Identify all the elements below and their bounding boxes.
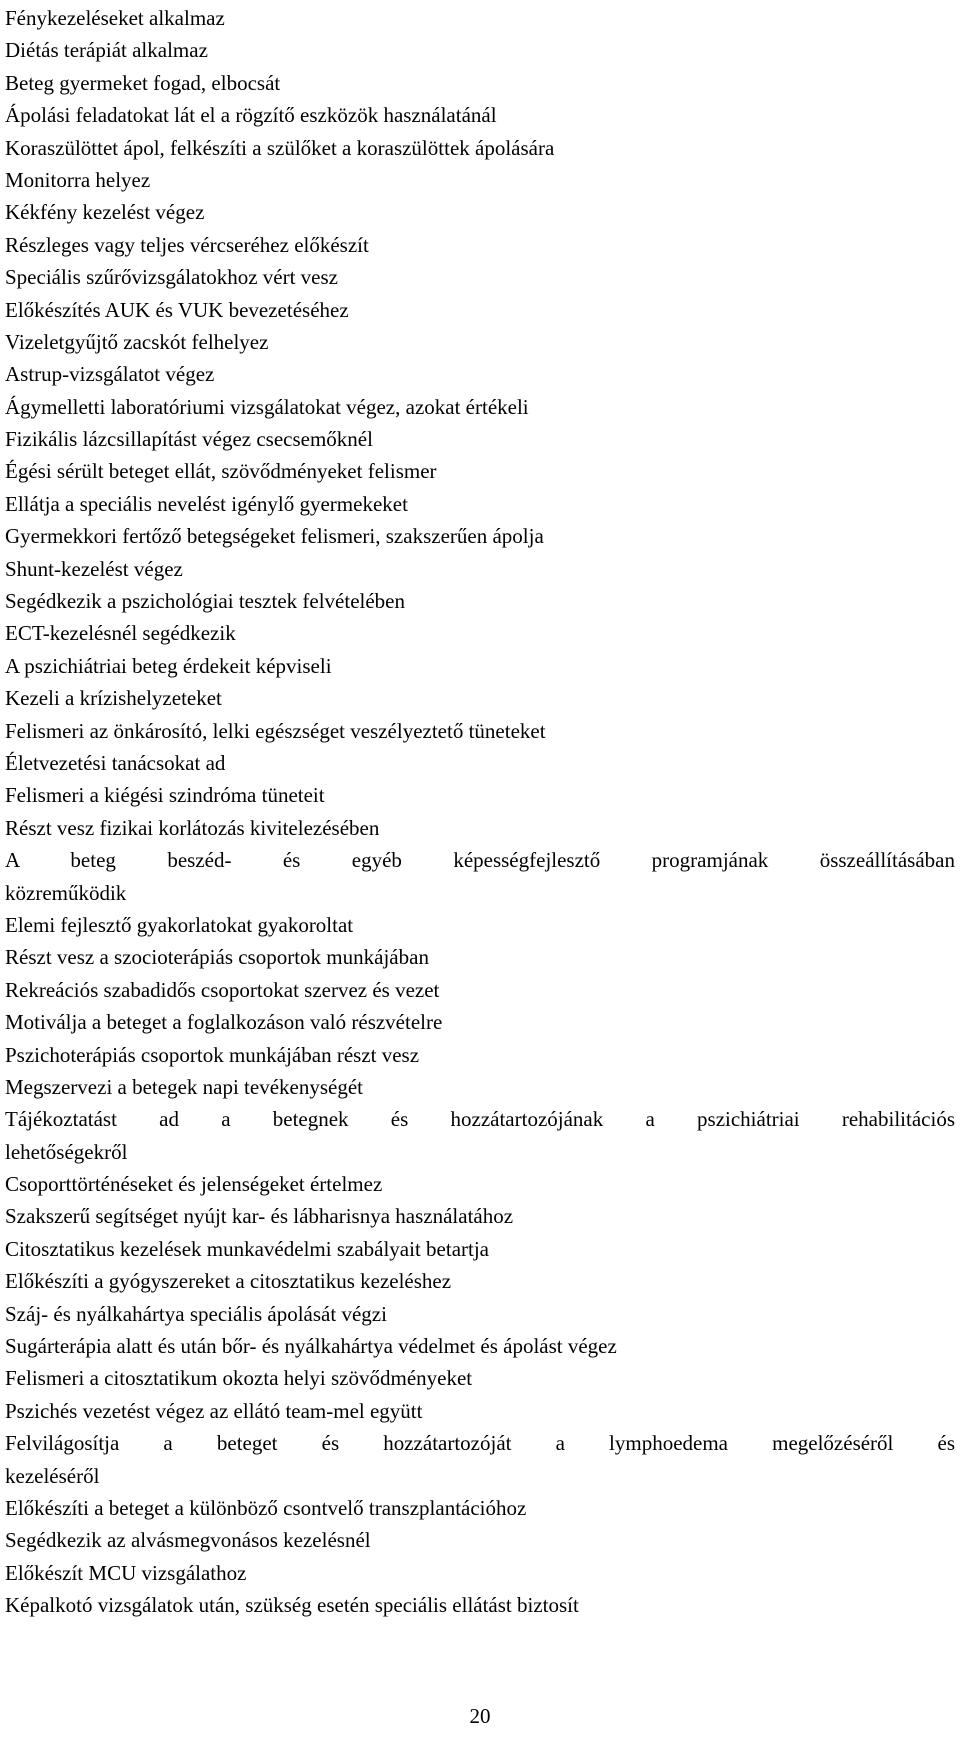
- list-item: Képalkotó vizsgálatok után, szükség esetén speciális ellátást biztosít: [5, 1593, 579, 1618]
- list-item: Csoporttörténéseket és jelenségeket értelmez: [5, 1172, 383, 1197]
- list-item: Monitorra helyez: [5, 167, 151, 192]
- list-item: Citosztatikus kezelések munkavédelmi szabályait betartja: [5, 1236, 489, 1261]
- list-item: Vizeletgyűjtő zacskót felhelyez: [5, 329, 269, 354]
- list-item: Ellátja a speciális nevelést igénylő gyermekeket: [5, 491, 408, 516]
- list-item: ECT-kezelésnél segédkezik: [5, 621, 236, 646]
- list-item: Életvezetési tanácsokat ad: [5, 750, 226, 775]
- list-item: Koraszülöttet ápol, felkészíti a szülőket a koraszülöttek ápolására: [5, 135, 555, 160]
- list-item: Előkészítés AUK és VUK bevezetéséhez: [5, 297, 349, 322]
- list-item: Felvilágosítja a beteget és hozzátartozóját a lymphoedema megelőzéséről és: [5, 1431, 955, 1456]
- list-item: Égési sérült beteget ellát, szövődményeket felismer: [5, 459, 437, 484]
- list-item: Pszichés vezetést végez az ellátó team-mel együtt: [5, 1398, 423, 1423]
- list-item: Diétás terápiát alkalmaz: [5, 38, 208, 63]
- list-item: A beteg beszéd- és egyéb képességfejlesztő programjának összeállításában: [5, 848, 955, 873]
- list-item: közreműködik: [5, 880, 127, 905]
- list-item: Motiválja a beteget a foglalkozáson való részvételre: [5, 1010, 443, 1035]
- list-item: Ágymelletti laboratóriumi vizsgálatokat végez, azokat értékeli: [5, 394, 529, 419]
- list-item: Előkészíti a gyógyszereket a citosztatikus kezeléshez: [5, 1269, 452, 1294]
- list-item: Részt vesz a szocioterápiás csoportok munkájában: [5, 945, 429, 970]
- page-number: 20: [469, 1704, 491, 1728]
- list-item: Beteg gyermeket fogad, elbocsát: [5, 70, 281, 95]
- list-item: Ápolási feladatokat lát el a rögzítő eszközök használatánál: [5, 103, 497, 128]
- list-item: A pszichiátriai beteg érdekeit képviseli: [5, 653, 332, 678]
- list-item: Segédkezik a pszichológiai tesztek felvételében: [5, 589, 405, 614]
- list-item: kezeléséről: [5, 1463, 100, 1488]
- list-item: Száj- és nyálkahártya speciális ápolását végzi: [5, 1301, 387, 1326]
- list-item: Tájékoztatást ad a betegnek és hozzátartozójának a pszichiátriai rehabilitációs: [5, 1107, 955, 1132]
- list-item: Shunt-kezelést végez: [5, 556, 183, 581]
- list-item: Segédkezik az alvásmegvonásos kezelésnél: [5, 1528, 371, 1553]
- list-item: lehetőségekről: [5, 1139, 128, 1164]
- list-item: Megszervezi a betegek napi tevékenységét: [5, 1074, 363, 1099]
- list-item: Sugárterápia alatt és után bőr- és nyálkahártya védelmet és ápolást végez: [5, 1334, 617, 1359]
- list-item: Fénykezeléseket alkalmaz: [5, 6, 225, 30]
- list-item: Kékfény kezelést végez: [5, 200, 205, 225]
- competency-list: [5, 2, 955, 1622]
- list-item: Szakszerű segítséget nyújt kar- és lábharisnya használatához: [5, 1204, 514, 1229]
- list-item: Pszichoterápiás csoportok munkájában részt vesz: [5, 1042, 420, 1067]
- list-item: Felismeri a citosztatikum okozta helyi szövődményeket: [5, 1366, 473, 1391]
- list-item: Felismeri a kiégési szindróma tüneteit: [5, 783, 325, 808]
- list-item: Előkészíti a beteget a különböző csontvelő transzplantációhoz: [5, 1495, 527, 1520]
- list-item: Kezeli a krízishelyzeteket: [5, 686, 222, 711]
- list-item: Astrup-vizsgálatot végez: [5, 362, 215, 387]
- list-item: Részleges vagy teljes vércseréhez előkészít: [5, 232, 369, 257]
- list-item: Részt vesz fizikai korlátozás kivitelezésében: [5, 815, 380, 840]
- list-item: Speciális szűrővizsgálatokhoz vért vesz: [5, 265, 338, 290]
- list-item: Előkészít MCU vizsgálathoz: [5, 1560, 247, 1585]
- list-item: Rekreációs szabadidős csoportokat szervez és vezet: [5, 977, 440, 1002]
- list-item: Fizikális lázcsillapítást végez csecsemőknél: [5, 427, 373, 452]
- list-item: Elemi fejlesztő gyakorlatokat gyakoroltat: [5, 912, 354, 937]
- list-item: Gyermekkori fertőző betegségeket felismeri, szakszerűen ápolja: [5, 524, 544, 549]
- list-item: Felismeri az önkárosító, lelki egészséget veszélyeztető tüneteket: [5, 718, 546, 743]
